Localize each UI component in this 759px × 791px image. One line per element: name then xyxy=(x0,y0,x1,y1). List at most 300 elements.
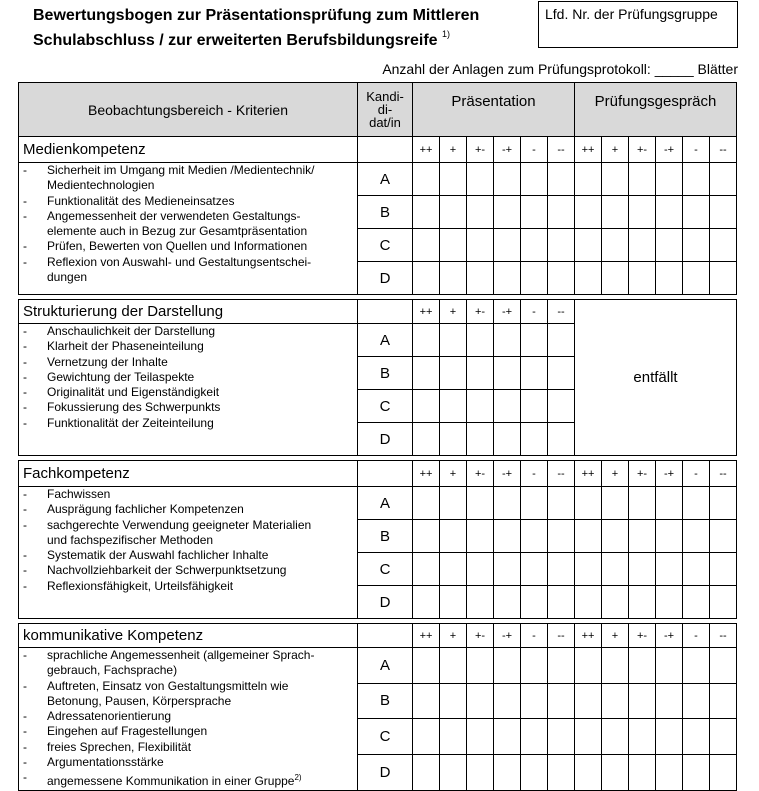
exam-talk-rating-cell[interactable] xyxy=(575,586,602,619)
criterion-text xyxy=(47,163,353,178)
presentation-rating-cell[interactable] xyxy=(467,586,494,619)
presentation-rating-cell[interactable] xyxy=(440,586,467,619)
criterion-text-line: Vernetzung der Inhalte xyxy=(47,354,168,369)
exam-talk-rating-cell[interactable] xyxy=(575,229,602,262)
presentation-rating-cell[interactable] xyxy=(467,163,494,196)
criterion-item xyxy=(23,416,353,431)
exam-talk-rating-cell[interactable] xyxy=(710,648,737,684)
presentation-rating-cell[interactable] xyxy=(413,520,440,553)
exam-talk-rating-cell[interactable] xyxy=(710,586,737,619)
exam-talk-rating-cell[interactable] xyxy=(710,163,737,196)
presentation-rating-cell[interactable] xyxy=(440,423,467,456)
exam-talk-rating-cell[interactable] xyxy=(656,520,683,553)
exam-talk-rating-cell[interactable] xyxy=(575,754,602,790)
criterion-dash: - xyxy=(23,770,27,785)
criterion-item xyxy=(23,502,353,517)
attachments-blank-field[interactable]: _____ xyxy=(654,61,694,77)
criterion-text xyxy=(47,724,353,739)
criterion-text xyxy=(47,694,353,709)
criterion-item xyxy=(23,648,353,663)
presentation-rating-cell[interactable] xyxy=(494,390,521,423)
presentation-rating-cell[interactable] xyxy=(521,719,548,755)
presentation-rating-cell[interactable] xyxy=(413,553,440,586)
exam-talk-mark-header: +- xyxy=(629,461,656,487)
presentation-rating-cell[interactable] xyxy=(494,423,521,456)
presentation-rating-cell[interactable] xyxy=(494,262,521,295)
exam-talk-rating-cell[interactable] xyxy=(656,719,683,755)
presentation-rating-cell[interactable] xyxy=(548,754,575,790)
presentation-rating-cell[interactable] xyxy=(548,719,575,755)
section-title-row xyxy=(19,300,737,324)
criterion-dash: - xyxy=(23,163,27,177)
presentation-rating-cell[interactable] xyxy=(467,262,494,295)
exam-talk-mark-header: + xyxy=(602,137,629,163)
exam-talk-rating-cell[interactable] xyxy=(629,648,656,684)
presentation-rating-cell[interactable] xyxy=(521,262,548,295)
exam-talk-rating-cell[interactable] xyxy=(656,553,683,586)
criterion-item xyxy=(23,194,353,209)
candidate-header-line: Kandi- xyxy=(366,89,404,104)
presentation-rating-cell[interactable] xyxy=(413,487,440,520)
exam-talk-rating-cell[interactable] xyxy=(656,262,683,295)
exam-talk-rating-cell[interactable] xyxy=(602,487,629,520)
criterion-text-line: dungen xyxy=(47,270,88,285)
criterion-item xyxy=(23,709,353,724)
criterion-item xyxy=(23,563,353,578)
candidate-header-line: di- xyxy=(377,102,393,117)
exam-talk-rating-cell[interactable] xyxy=(602,553,629,586)
footnote-marker-2: 2) xyxy=(294,773,302,783)
attachments-count-line xyxy=(300,61,738,77)
presentation-rating-cell[interactable] xyxy=(413,229,440,262)
presentation-rating-cell[interactable] xyxy=(440,754,467,790)
candidate-label: B xyxy=(358,683,413,719)
presentation-rating-cell[interactable] xyxy=(494,487,521,520)
candidate-label: D xyxy=(358,262,413,295)
exam-talk-rating-cell[interactable] xyxy=(710,196,737,229)
criterion-dash: - xyxy=(23,208,27,223)
criterion-dash: - xyxy=(23,400,27,415)
form-title-line1: Bewertungsbogen zur Präsentationsprüfung zum Mittleren xyxy=(33,7,480,24)
presentation-rating-cell[interactable] xyxy=(467,196,494,229)
criterion-text-line: Nachvollziehbarkeit der Schwerpunktsetzung xyxy=(47,563,287,578)
criterion-dash: - xyxy=(23,193,27,208)
exam-talk-rating-cell[interactable] xyxy=(575,487,602,520)
criterion-text xyxy=(47,324,353,339)
criterion-text-line: Fokussierung des Schwerpunkts xyxy=(47,400,221,415)
exam-talk-rating-cell[interactable] xyxy=(602,196,629,229)
exam-talk-rating-cell[interactable] xyxy=(629,719,656,755)
presentation-rating-cell[interactable] xyxy=(413,423,440,456)
presentation-rating-cell[interactable] xyxy=(494,553,521,586)
presentation-rating-cell[interactable] xyxy=(548,487,575,520)
presentation-rating-cell[interactable] xyxy=(521,357,548,390)
presentation-rating-cell[interactable] xyxy=(521,423,548,456)
evaluation-table xyxy=(18,82,737,791)
presentation-mark-header: -- xyxy=(548,137,575,163)
criterion-indent xyxy=(23,663,47,678)
presentation-rating-cell[interactable] xyxy=(494,357,521,390)
presentation-rating-cell[interactable] xyxy=(440,357,467,390)
exam-talk-rating-cell[interactable] xyxy=(710,683,737,719)
exam-talk-rating-cell[interactable] xyxy=(629,586,656,619)
presentation-mark-header: -+ xyxy=(494,461,521,487)
exam-talk-rating-cell[interactable] xyxy=(710,520,737,553)
criterion-item xyxy=(23,770,353,789)
exam-talk-mark-header: +- xyxy=(629,624,656,648)
candidate-label: B xyxy=(358,357,413,390)
presentation-mark-header: - xyxy=(521,137,548,163)
presentation-rating-cell[interactable] xyxy=(548,586,575,619)
exam-talk-rating-cell[interactable] xyxy=(629,229,656,262)
presentation-rating-cell[interactable] xyxy=(494,520,521,553)
presentation-rating-cell[interactable] xyxy=(440,390,467,423)
presentation-rating-cell[interactable] xyxy=(413,754,440,790)
criteria-list xyxy=(19,487,358,619)
exam-talk-rating-cell[interactable] xyxy=(683,196,710,229)
presentation-rating-cell[interactable] xyxy=(548,648,575,684)
criterion-text xyxy=(47,740,353,755)
presentation-rating-cell[interactable] xyxy=(413,262,440,295)
presentation-mark-header: - xyxy=(521,300,548,324)
exam-talk-rating-cell[interactable] xyxy=(629,163,656,196)
criterion-text xyxy=(47,709,353,724)
criterion-text xyxy=(47,339,353,354)
exam-talk-rating-cell[interactable] xyxy=(683,487,710,520)
exam-talk-rating-cell[interactable] xyxy=(602,648,629,684)
exam-talk-rating-cell[interactable] xyxy=(629,520,656,553)
exam-talk-rating-cell[interactable] xyxy=(683,553,710,586)
candidate-label: D xyxy=(358,586,413,619)
criterion-text-line: Funktionalität der Zeiteinteilung xyxy=(47,415,214,430)
presentation-rating-cell[interactable] xyxy=(521,196,548,229)
presentation-rating-cell[interactable] xyxy=(440,648,467,684)
presentation-rating-cell[interactable] xyxy=(440,719,467,755)
exam-talk-rating-cell[interactable] xyxy=(683,586,710,619)
presentation-rating-cell[interactable] xyxy=(494,196,521,229)
presentation-rating-cell[interactable] xyxy=(494,754,521,790)
presentation-rating-cell[interactable] xyxy=(521,229,548,262)
exam-talk-rating-cell[interactable] xyxy=(629,262,656,295)
presentation-rating-cell[interactable] xyxy=(467,229,494,262)
candidate-column-header xyxy=(358,83,413,137)
presentation-rating-cell[interactable] xyxy=(548,683,575,719)
presentation-rating-cell[interactable] xyxy=(521,586,548,619)
exam-talk-rating-cell[interactable] xyxy=(575,196,602,229)
criterion-dash: - xyxy=(23,578,27,593)
presentation-rating-cell[interactable] xyxy=(494,324,521,357)
exam-talk-rating-cell[interactable] xyxy=(602,719,629,755)
presentation-mark-header: +- xyxy=(467,624,494,648)
exam-talk-rating-cell[interactable] xyxy=(602,229,629,262)
candidate-label: C xyxy=(358,229,413,262)
presentation-rating-cell[interactable] xyxy=(413,683,440,719)
presentation-rating-cell[interactable] xyxy=(413,163,440,196)
form-title-line2: Schulabschluss / zur erweiterten Berufsbildungsreife xyxy=(33,32,438,49)
footnote-marker-1: 1) xyxy=(442,29,451,39)
presentation-column-header: Präsentation xyxy=(413,83,575,137)
presentation-rating-cell[interactable] xyxy=(467,357,494,390)
criterion-text xyxy=(47,194,353,209)
presentation-mark-header: ++ xyxy=(413,461,440,487)
criterion-dash: - xyxy=(23,487,27,501)
exam-talk-rating-cell[interactable] xyxy=(683,648,710,684)
criterion-dash: - xyxy=(23,739,27,754)
presentation-rating-cell[interactable] xyxy=(413,196,440,229)
exam-talk-rating-cell[interactable] xyxy=(602,262,629,295)
presentation-rating-cell[interactable] xyxy=(548,324,575,357)
presentation-mark-header: -+ xyxy=(494,300,521,324)
criterion-text xyxy=(47,755,353,770)
presentation-mark-header: +- xyxy=(467,461,494,487)
criterion-text xyxy=(47,648,353,663)
presentation-rating-cell[interactable] xyxy=(413,648,440,684)
exam-talk-rating-cell[interactable] xyxy=(683,262,710,295)
candidate-label: C xyxy=(358,719,413,755)
exam-talk-rating-cell[interactable] xyxy=(683,754,710,790)
criterion-dash: - xyxy=(23,385,27,400)
presentation-rating-cell[interactable] xyxy=(521,648,548,684)
criterion-indent xyxy=(23,694,47,709)
presentation-rating-cell[interactable] xyxy=(440,553,467,586)
presentation-rating-cell[interactable] xyxy=(494,163,521,196)
presentation-mark-header: + xyxy=(440,137,467,163)
exam-talk-rating-cell[interactable] xyxy=(575,648,602,684)
candidate-label: C xyxy=(358,553,413,586)
criterion-text-line: Originalität und Eigenständigkeit xyxy=(47,385,220,400)
exam-talk-rating-cell[interactable] xyxy=(602,520,629,553)
presentation-rating-cell[interactable] xyxy=(494,586,521,619)
criterion-dash: - xyxy=(23,354,27,369)
criterion-text-line: Argumentationsstärke xyxy=(47,755,164,770)
presentation-rating-cell[interactable] xyxy=(548,390,575,423)
criterion-item xyxy=(23,239,353,254)
criterion-text-line: sprachliche Angemessenheit (allgemeiner Sprach- xyxy=(47,648,315,662)
presentation-rating-cell[interactable] xyxy=(521,324,548,357)
criterion-text-line: Auftreten, Einsatz von Gestaltungsmitteln wie xyxy=(47,678,289,693)
exam-talk-rating-cell[interactable] xyxy=(710,229,737,262)
exam-talk-rating-cell[interactable] xyxy=(575,719,602,755)
attachments-label: Anzahl der Anlagen zum Prüfungsprotokoll: xyxy=(382,61,651,77)
candidate-label: D xyxy=(358,423,413,456)
group-number-field[interactable] xyxy=(538,1,738,48)
criterion-item xyxy=(23,679,353,694)
criterion-item xyxy=(23,694,353,709)
criterion-indent xyxy=(23,178,47,193)
exam-talk-rating-cell[interactable] xyxy=(629,196,656,229)
exam-talk-rating-cell[interactable] xyxy=(575,163,602,196)
criterion-item xyxy=(23,579,353,594)
presentation-mark-header: - xyxy=(521,624,548,648)
criterion-text xyxy=(47,663,353,678)
presentation-rating-cell[interactable] xyxy=(467,719,494,755)
exam-talk-rating-cell[interactable] xyxy=(656,683,683,719)
exam-talk-rating-cell[interactable] xyxy=(575,262,602,295)
criterion-text-line: gebrauch, Fachsprache) xyxy=(47,663,178,678)
presentation-rating-cell[interactable] xyxy=(467,648,494,684)
presentation-rating-cell[interactable] xyxy=(521,163,548,196)
exam-talk-mark-header: -+ xyxy=(656,137,683,163)
presentation-rating-cell[interactable] xyxy=(548,520,575,553)
exam-talk-rating-cell[interactable] xyxy=(602,163,629,196)
criterion-text xyxy=(47,270,353,285)
criterion-text-line: angemessene Kommunikation in einer Gruppe xyxy=(47,774,295,789)
criterion-text xyxy=(47,416,353,431)
presentation-rating-cell[interactable] xyxy=(440,520,467,553)
presentation-rating-cell[interactable] xyxy=(548,423,575,456)
exam-talk-rating-cell[interactable] xyxy=(575,520,602,553)
criterion-text-line: Fachwissen xyxy=(47,487,111,501)
presentation-mark-header: + xyxy=(440,461,467,487)
section-title: kommunikative Kompetenz xyxy=(19,624,358,648)
exam-talk-mark-header: -- xyxy=(710,137,737,163)
criterion-dash: - xyxy=(23,755,27,770)
presentation-rating-cell[interactable] xyxy=(440,683,467,719)
presentation-rating-cell[interactable] xyxy=(548,229,575,262)
candidate-row xyxy=(19,163,737,196)
presentation-rating-cell[interactable] xyxy=(548,163,575,196)
exam-talk-mark-header: +- xyxy=(629,137,656,163)
presentation-mark-header: + xyxy=(440,624,467,648)
exam-talk-mark-header: + xyxy=(602,624,629,648)
presentation-rating-cell[interactable] xyxy=(521,520,548,553)
criteria-column-header: Beobachtungsbereich - Kriterien xyxy=(19,83,358,137)
presentation-rating-cell[interactable] xyxy=(413,324,440,357)
exam-talk-rating-cell[interactable] xyxy=(683,520,710,553)
exam-talk-rating-cell[interactable] xyxy=(629,754,656,790)
exam-talk-rating-cell[interactable] xyxy=(656,487,683,520)
section-title: Fachkompetenz xyxy=(19,461,358,487)
exam-talk-rating-cell[interactable] xyxy=(683,163,710,196)
presentation-rating-cell[interactable] xyxy=(413,719,440,755)
presentation-rating-cell[interactable] xyxy=(467,390,494,423)
exam-talk-rating-cell[interactable] xyxy=(710,553,737,586)
exam-talk-rating-cell[interactable] xyxy=(629,683,656,719)
presentation-rating-cell[interactable] xyxy=(548,262,575,295)
criterion-dash: - xyxy=(23,239,27,254)
exam-talk-rating-cell[interactable] xyxy=(575,553,602,586)
exam-talk-rating-cell[interactable] xyxy=(656,196,683,229)
criterion-dash: - xyxy=(23,548,27,563)
criterion-text-line: Klarheit der Phaseneinteilung xyxy=(47,339,204,354)
presentation-mark-header: -- xyxy=(548,624,575,648)
table-header-row xyxy=(19,83,737,137)
presentation-rating-cell[interactable] xyxy=(440,229,467,262)
presentation-rating-cell[interactable] xyxy=(467,487,494,520)
criterion-item xyxy=(23,324,353,339)
presentation-rating-cell[interactable] xyxy=(521,683,548,719)
presentation-rating-cell[interactable] xyxy=(440,163,467,196)
criterion-dash: - xyxy=(23,324,27,338)
presentation-rating-cell[interactable] xyxy=(467,683,494,719)
presentation-rating-cell[interactable] xyxy=(467,423,494,456)
attachments-unit: Blätter xyxy=(697,61,738,77)
exam-talk-rating-cell[interactable] xyxy=(710,754,737,790)
exam-talk-rating-cell[interactable] xyxy=(656,229,683,262)
exam-talk-rating-cell[interactable] xyxy=(656,163,683,196)
criterion-text-line: Sicherheit im Umgang mit Medien /Medientechnik/ xyxy=(47,163,315,177)
criterion-item xyxy=(23,270,353,285)
criterion-item xyxy=(23,518,353,533)
presentation-rating-cell[interactable] xyxy=(521,390,548,423)
presentation-rating-cell[interactable] xyxy=(413,357,440,390)
presentation-rating-cell[interactable] xyxy=(494,683,521,719)
exam-talk-column-header: Prüfungsgespräch xyxy=(575,83,737,137)
presentation-rating-cell[interactable] xyxy=(494,648,521,684)
exam-talk-rating-cell[interactable] xyxy=(710,487,737,520)
criteria-list xyxy=(19,163,358,295)
exam-talk-rating-cell[interactable] xyxy=(602,683,629,719)
candidate-label: A xyxy=(358,487,413,520)
presentation-rating-cell[interactable] xyxy=(521,487,548,520)
criterion-text-line: Funktionalität des Medieneinsatzes xyxy=(47,193,235,208)
presentation-mark-header: -- xyxy=(548,461,575,487)
presentation-rating-cell[interactable] xyxy=(548,196,575,229)
exam-talk-rating-cell[interactable] xyxy=(656,586,683,619)
exam-talk-rating-cell[interactable] xyxy=(656,754,683,790)
exam-talk-rating-cell[interactable] xyxy=(629,487,656,520)
presentation-rating-cell[interactable] xyxy=(548,357,575,390)
section-title-spacer xyxy=(358,300,413,324)
criterion-dash: - xyxy=(23,563,27,578)
presentation-rating-cell[interactable] xyxy=(467,553,494,586)
presentation-rating-cell[interactable] xyxy=(467,324,494,357)
criterion-text xyxy=(47,563,353,578)
exam-talk-rating-cell[interactable] xyxy=(602,754,629,790)
presentation-rating-cell[interactable] xyxy=(548,553,575,586)
presentation-rating-cell[interactable] xyxy=(467,754,494,790)
exam-talk-mark-header: -+ xyxy=(656,624,683,648)
candidate-row xyxy=(19,487,737,520)
criterion-item xyxy=(23,209,353,224)
criterion-text-line: Systematik der Auswahl fachlicher Inhalte xyxy=(47,548,269,563)
criterion-text-line: Reflexionsfähigkeit, Urteilsfähigkeit xyxy=(47,578,234,593)
presentation-rating-cell[interactable] xyxy=(521,553,548,586)
exam-talk-rating-cell[interactable] xyxy=(602,586,629,619)
presentation-rating-cell[interactable] xyxy=(467,520,494,553)
criterion-text-line: freies Sprechen, Flexibilität xyxy=(47,739,192,754)
exam-talk-rating-cell[interactable] xyxy=(683,683,710,719)
presentation-rating-cell[interactable] xyxy=(440,196,467,229)
exam-talk-mark-header: ++ xyxy=(575,137,602,163)
criterion-text-line: Reflexion von Auswahl- und Gestaltungsentschei- xyxy=(47,254,312,269)
exam-talk-rating-cell[interactable] xyxy=(629,553,656,586)
presentation-rating-cell[interactable] xyxy=(440,487,467,520)
presentation-rating-cell[interactable] xyxy=(413,586,440,619)
criterion-item xyxy=(23,178,353,193)
criterion-text-line: Gewichtung der Teilaspekte xyxy=(47,369,195,384)
presentation-rating-cell[interactable] xyxy=(413,390,440,423)
criterion-dash: - xyxy=(23,517,27,532)
criterion-text xyxy=(47,209,353,224)
exam-talk-rating-cell[interactable] xyxy=(683,719,710,755)
exam-talk-mark-header: + xyxy=(602,461,629,487)
presentation-rating-cell[interactable] xyxy=(440,262,467,295)
criterion-dash: - xyxy=(23,678,27,693)
presentation-rating-cell[interactable] xyxy=(494,719,521,755)
exam-talk-rating-cell[interactable] xyxy=(710,262,737,295)
exam-talk-rating-cell[interactable] xyxy=(656,648,683,684)
presentation-mark-header: ++ xyxy=(413,624,440,648)
presentation-rating-cell[interactable] xyxy=(521,754,548,790)
criterion-text xyxy=(47,518,353,533)
exam-talk-rating-cell[interactable] xyxy=(683,229,710,262)
exam-talk-rating-cell[interactable] xyxy=(575,683,602,719)
presentation-rating-cell[interactable] xyxy=(494,229,521,262)
criterion-text-line: und fachspezifischer Methoden xyxy=(47,532,214,547)
exam-talk-rating-cell[interactable] xyxy=(710,719,737,755)
presentation-rating-cell[interactable] xyxy=(440,324,467,357)
